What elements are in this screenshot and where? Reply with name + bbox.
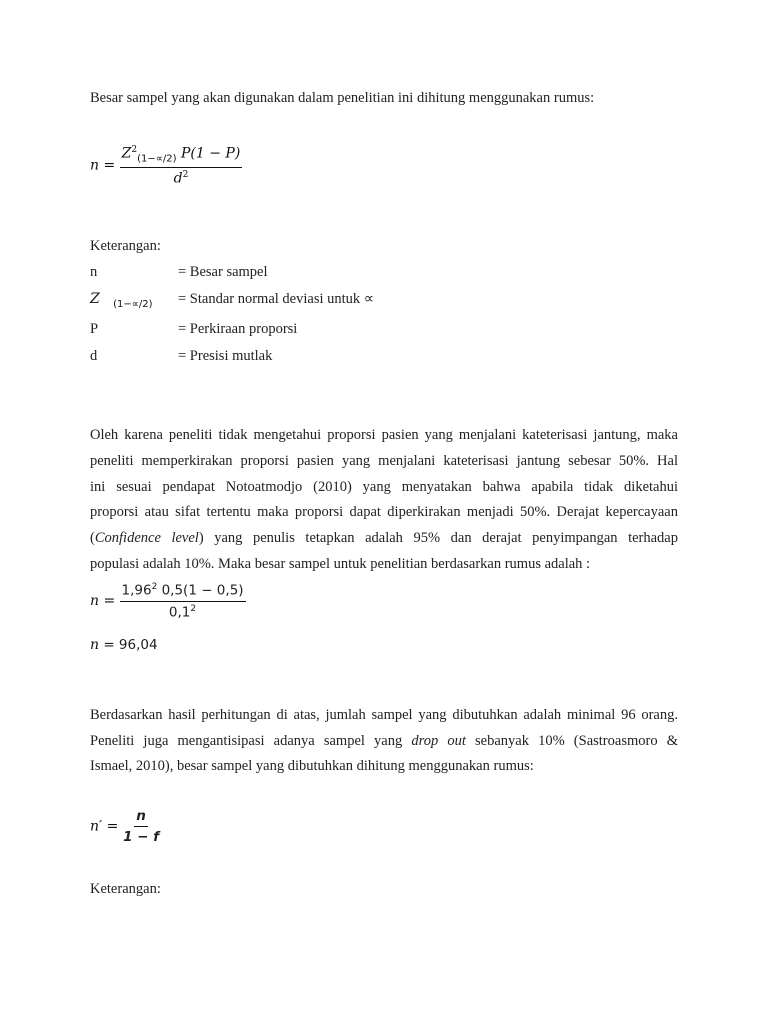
paragraph-line: Peneliti juga mengantisipasi adanya sampel yang drop out sebanyak 10% (Sastroasmoro &: [90, 733, 678, 749]
intro-text: Besar sampel yang akan digunakan dalam penelitian ini dihitung menggunakan rumus:: [90, 90, 595, 106]
paragraph-line: Ismael, 2010), besar sampel yang dibutuhkan dihitung menggunakan rumus:: [90, 758, 534, 774]
keterangan-heading: Keterangan:: [90, 238, 161, 254]
formula-dropout: n′ = $\frac{n}{1 - f}$: [90, 808, 160, 845]
paragraph-line: peneliti memperkirakan proporsi pasien yang menjalani kateterisasi jantung sebesar 50%. Hal: [90, 453, 678, 469]
legend-desc: = Standar normal deviasi untuk ∝: [178, 291, 375, 307]
paragraph-line: (Confidence level) yang penulis tetapkan adalah 95% dan derajat penyimpangan terhadap: [90, 530, 678, 546]
keterangan-heading-2: Keterangan:: [90, 881, 161, 897]
formula-result: n = 96,04: [90, 637, 158, 653]
legend-desc: = Presisi mutlak: [178, 348, 273, 364]
paragraph-line: populasi adalah 10%. Maka besar sampel untuk penelitian berdasarkan rumus adalah :: [90, 556, 591, 572]
paragraph-line: proporsi atau sifat tertentu maka proporsi dapat diperkirakan menjadi 50%. Derajat kepercayaan: [90, 504, 678, 520]
legend-desc: = Perkiraan proporsi: [178, 321, 298, 337]
legend-desc: = Besar sampel: [178, 264, 268, 280]
paragraph-line: ini sesuai pendapat Notoatmodjo (2010) yang menyatakan bahwa apabila tidak diketahui: [90, 479, 678, 495]
legend-symbol: n: [90, 264, 98, 280]
legend-symbol: P: [90, 321, 99, 337]
legend-symbol: d: [90, 348, 98, 364]
paragraph-line: Oleh karena peneliti tidak mengetahui proporsi pasien yang menjalani kateterisasi jantung, maka: [90, 427, 678, 443]
paragraph-line: Berdasarkan hasil perhitungan di atas, jumlah sampel yang dibutuhkan adalah minimal 96 orang.: [90, 707, 678, 723]
legend-symbol: Z $_{(1-\propto/2)}$: [90, 291, 153, 310]
formula-calculation: n = $\frac{1,96^2 0,5(1 - 0,5)}{0,1^2}$: [90, 582, 244, 620]
formula-sample-size: n = $\frac{Z^2_{(1-\propto/2)} P(1 - P)}{d^2}$: [90, 145, 241, 187]
